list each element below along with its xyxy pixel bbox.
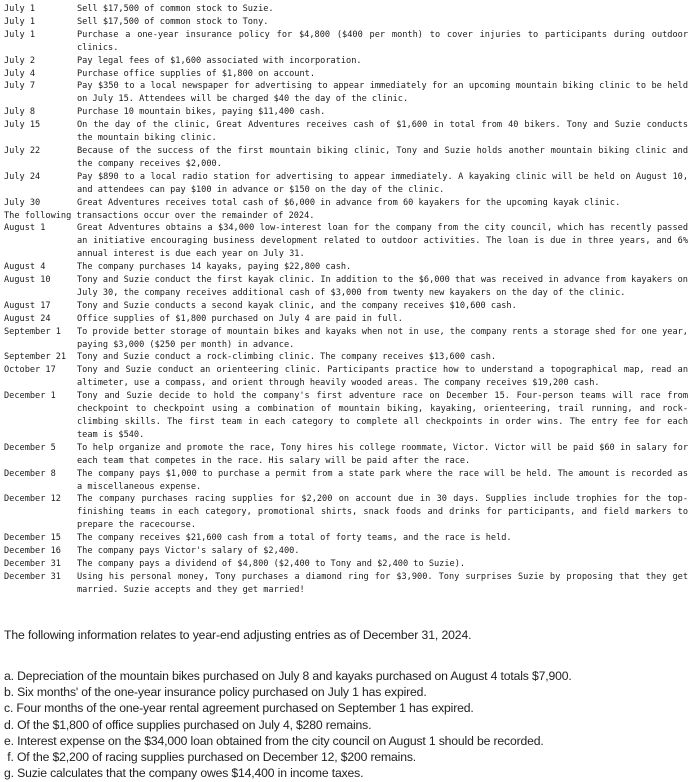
- transaction-row: [4, 558, 690, 571]
- transaction-date: July 8: [4, 107, 36, 118]
- transaction-date: December 1: [4, 391, 56, 402]
- transaction-date: December 15: [4, 533, 61, 544]
- transaction-row: [4, 106, 690, 119]
- transaction-description: The company purchases racing supplies for $2,200 on account due in 30 days. Supplies include trophies for the top-finishing teams in each category, promotional shirts, snack foods and drinks for participants, and field markers to prepare the racecourse.: [77, 494, 688, 531]
- transaction-row: [4, 171, 690, 197]
- transaction-row: [4, 3, 690, 16]
- transaction-row: [4, 55, 690, 68]
- transaction-date: September 21: [4, 352, 67, 363]
- transaction-row: [4, 351, 690, 364]
- transaction-date: December 31: [4, 558, 61, 569]
- transaction-date: July 15: [4, 120, 41, 131]
- transaction-row: [4, 313, 690, 326]
- transaction-description: To help organize and promote the race, Tony hires his college roommate, Victor. Victor will be paid $60 in salary for each team that competes in the race. His salary will be paid after the race.: [77, 442, 688, 466]
- transaction-description: Pay $890 to a local radio station for advertising to appear immediately. A kayaking clinic will be held on August 10, and attendees can pay $100 in advance or $150 on the day of the clinic.: [77, 171, 688, 195]
- adjusting-item: c. Four months of the one-year rental agreement purchased on September 1 has expired.: [4, 701, 474, 716]
- transaction-date: August 17: [4, 300, 51, 311]
- adjusting-heading: The following information relates to year-end adjusting entries as of December 31, 2024.: [4, 628, 472, 642]
- transaction-list: [4, 3, 690, 597]
- transaction-row: [4, 68, 690, 81]
- transaction-date: December 31: [4, 571, 61, 582]
- transaction-description: Using his personal money, Tony purchases a diamond ring for $3,900. Tony surprises Suzie by proposing that they get married. Suzie accepts and they get married!: [77, 571, 688, 595]
- transaction-date: July 1: [4, 4, 36, 14]
- transaction-row: [4, 261, 690, 274]
- transaction-date: July 2: [4, 55, 36, 66]
- transaction-description: Great Adventures obtains a $34,000 low-interest loan for the company from the city council, which has recently passed an initiative encouraging business development related to outdoor activities. The loan is due in three years, and 6% annual interest is due each year on July 31.: [77, 223, 688, 260]
- transaction-row: [4, 571, 690, 597]
- transaction-date: December 12: [4, 494, 61, 505]
- transaction-row: [4, 300, 690, 313]
- transaction-description: To provide better storage of mountain bikes and kayaks when not in use, the company rents a storage shed for one year, paying $3,000 ($250 per month) in advance.: [77, 326, 688, 350]
- transaction-row: [4, 326, 690, 352]
- transaction-row: [4, 119, 690, 145]
- transaction-date: July 22: [4, 145, 41, 156]
- transaction-date: September 1: [4, 326, 61, 337]
- transaction-date: December 5: [4, 442, 56, 453]
- transaction-description: Purchase office supplies of $1,800 on account.: [77, 68, 315, 79]
- transaction-row: [4, 493, 690, 532]
- transaction-date: October 17: [4, 365, 56, 376]
- transaction-row: [4, 197, 690, 210]
- transaction-date: August 24: [4, 313, 51, 324]
- transaction-description: Tony and Suzie conduct an orienteering clinic. Participants practice how to understand a topographical map, read an altimeter, use a compass, and orient through heavily wooded areas. The company receives $19,200 cash.: [77, 365, 688, 389]
- transaction-date: August 10: [4, 275, 51, 286]
- transaction-date: July 24: [4, 171, 41, 182]
- adjusting-item: b. Six months' of the one-year insurance policy purchased on July 1 has expired.: [4, 685, 427, 700]
- adjusting-item: f. Of the $2,200 of racing supplies purchased on December 12, $200 remains.: [4, 750, 417, 765]
- transaction-date: July 7: [4, 81, 36, 92]
- transaction-description: Tony and Suzie conduct the first kayak clinic. In addition to the $6,000 that was received in advance from kayakers on July 30, the company receives additional cash of $3,000 from twenty new kayakers on the day of the clinic.: [77, 275, 688, 298]
- transaction-date: July 4: [4, 68, 36, 79]
- transaction-description: Tony and Suzie conducts a second kayak clinic, and the company receives $10,600 cash.: [77, 300, 517, 311]
- adjusting-item: a. Depreciation of the mountain bikes purchased on July 8 and kayaks purchased on August 4 totals $7,900.: [4, 669, 572, 683]
- transaction-row: [4, 442, 690, 468]
- transaction-row: [4, 145, 690, 171]
- transaction-description: Sell $17,500 of common stock to Tony.: [77, 16, 269, 27]
- transaction-description: The company pays Victor's salary of $2,400.: [77, 546, 300, 557]
- transaction-date: July 1: [4, 29, 36, 40]
- transaction-description: Tony and Suzie conduct a rock-climbing clinic. The company receives $13,600 cash.: [77, 352, 497, 363]
- transaction-row: [4, 468, 690, 494]
- transaction-date: August 4: [4, 262, 46, 273]
- transaction-date: July 1: [4, 16, 36, 27]
- transaction-description: Tony and Suzie decide to hold the company's first adventure race on December 15. Four-person teams will race from checkpoint to checkpoint using a combination of mountain biking, kayaking, orienteering, trail running, and rock-climbing skills. The first team in each category to complete all checkpoints in order wins. The entry fee for each team is $540.: [77, 391, 688, 440]
- transaction-date: August 1: [4, 223, 46, 234]
- transaction-description: The company pays $1,000 to purchase a permit from a state park where the race will be held. The amount is recorded as a miscellaneous expense.: [77, 468, 688, 492]
- adjusting-item: e. Interest expense on the $34,000 loan obtained from the city council on August 1 should be recorded.: [4, 733, 544, 748]
- transaction-description: On the day of the clinic, Great Adventures receives cash of $1,600 in total from 40 bikers. Tony and Suzie conducts the mountain biking clinic.: [77, 120, 688, 144]
- transaction-row: [4, 532, 690, 545]
- transaction-description: Pay $350 to a local newspaper for advertising to appear immediately for an upcoming mountain biking clinic to be held on July 15. Attendees will be charged $40 the day of the clinic.: [77, 81, 688, 105]
- transaction-date: December 16: [4, 546, 61, 557]
- transaction-description: Office supplies of $1,800 purchased on July 4 are paid in full.: [77, 313, 403, 324]
- transaction-description: The company purchases 14 kayaks, paying $22,800 cash.: [77, 262, 352, 273]
- adjusting-list: [4, 668, 572, 781]
- transaction-description: Pay legal fees of $1,600 associated with incorporation.: [77, 55, 362, 66]
- transaction-description: The company pays a dividend of $4,800 ($2,400 to Tony and $2,400 to Suzie).: [77, 558, 466, 569]
- remainder-note: The following transactions occur over the remainder of 2024.: [4, 210, 315, 221]
- transaction-row: [4, 545, 690, 558]
- transaction-row: [4, 390, 690, 442]
- transaction-description: Purchase a one-year insurance policy for $4,800 ($400 per month) to cover injuries to participants during outdoor clinics.: [77, 29, 688, 53]
- transaction-date: December 8: [4, 468, 56, 479]
- transaction-description: Purchase 10 mountain bikes, paying $11,400 cash.: [77, 107, 326, 118]
- transaction-row: [4, 222, 690, 261]
- transaction-row: [4, 274, 690, 300]
- transaction-description: The company receives $21,600 cash from a total of forty teams, and the race is held.: [77, 533, 512, 544]
- transaction-date: July 30: [4, 197, 41, 208]
- transaction-description: Sell $17,500 of common stock to Suzie.: [77, 4, 274, 14]
- transaction-row: [4, 364, 690, 390]
- transaction-description: Great Adventures receives total cash of $6,000 in advance from 60 kayakers for the upcoming kayak clinic.: [77, 197, 621, 208]
- adjusting-item: d. Of the $1,800 of office supplies purchased on July 4, $280 remains.: [4, 717, 372, 732]
- transaction-row: [4, 29, 690, 55]
- transaction-description: Because of the success of the first mountain biking clinic, Tony and Suzie holds another mountain biking clinic and the company receives $2,000.: [77, 145, 688, 169]
- adjusting-item: g. Suzie calculates that the company owes $14,400 in income taxes.: [4, 766, 364, 781]
- transaction-row: [4, 80, 690, 106]
- transaction-row: [4, 16, 690, 29]
